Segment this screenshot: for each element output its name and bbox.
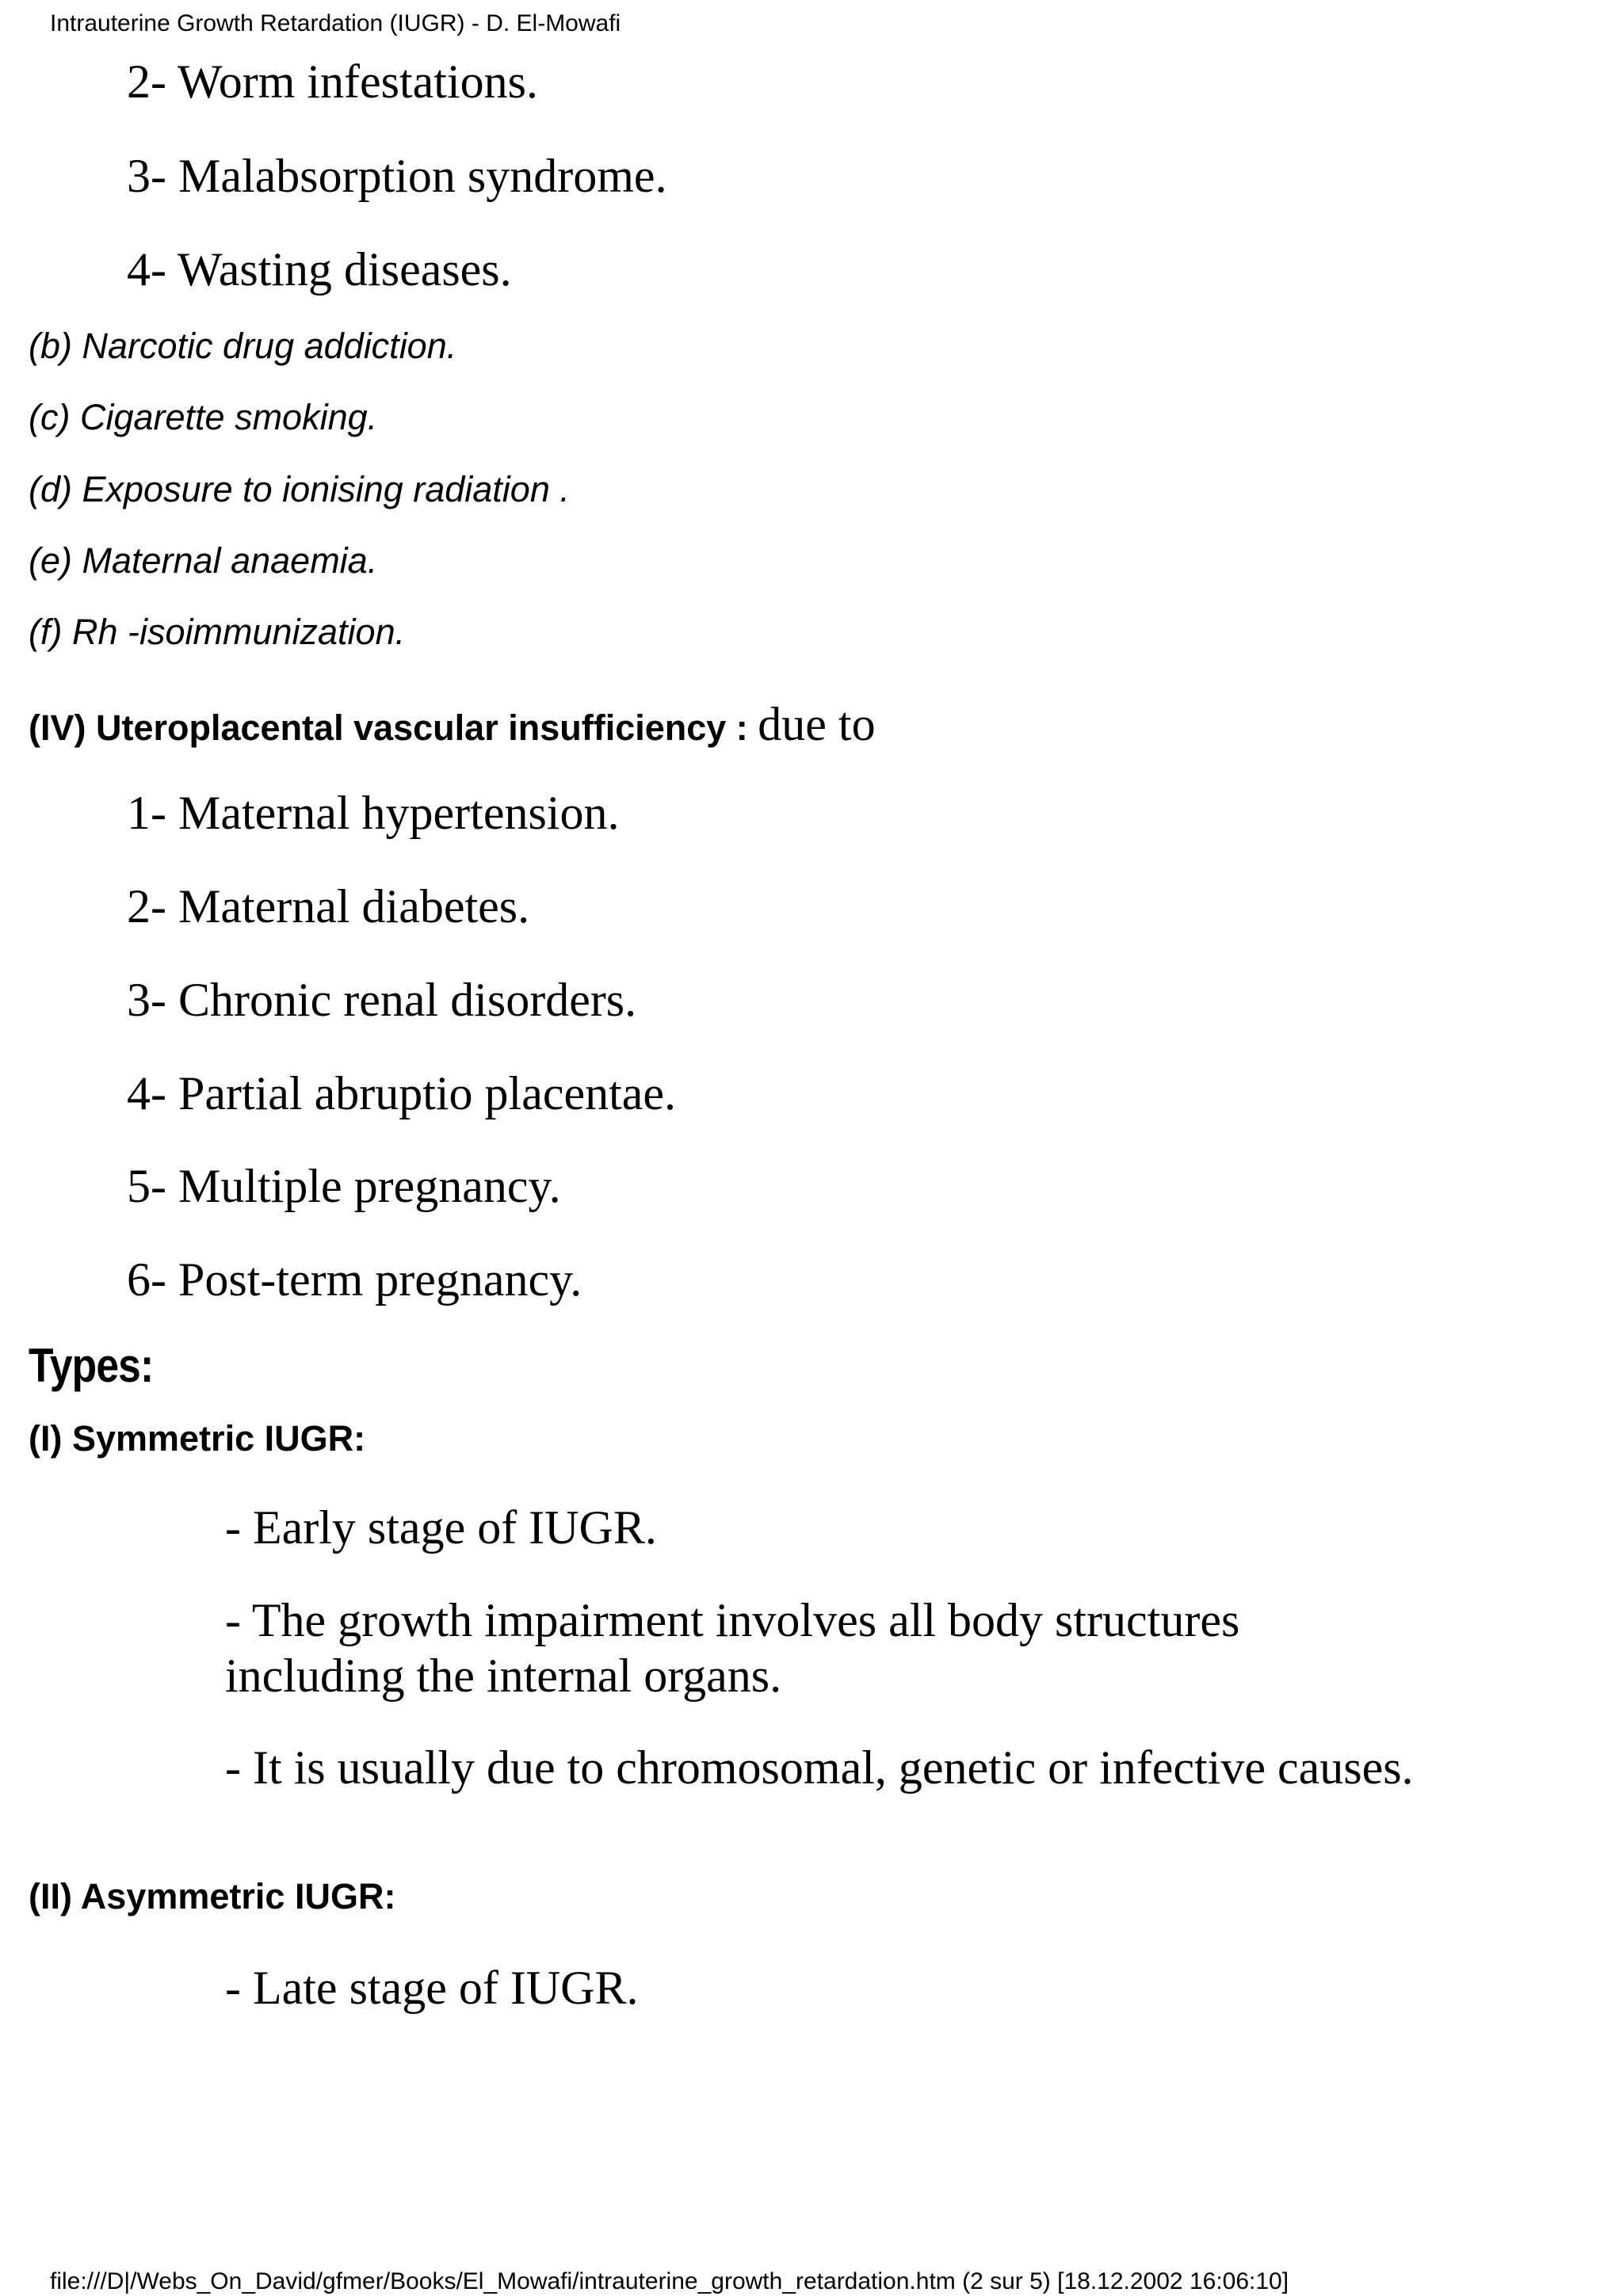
symmetric-point: - Early stage of IUGR.	[225, 1501, 657, 1554]
section-iv-title: (IV) Uteroplacental vascular insufficiency	[29, 707, 727, 748]
list-item: 4- Partial abruptio placentae.	[127, 1067, 677, 1119]
list-item: 5- Multiple pregnancy.	[127, 1160, 561, 1212]
list-item: 3- Malabsorption syndrome.	[127, 150, 667, 202]
page-header-title: Intrauterine Growth Retardation (IUGR) - D. El-Mowafi	[50, 10, 621, 36]
list-item: 3- Chronic renal disorders.	[127, 974, 637, 1026]
cause-item: (e) Maternal anaemia.	[29, 540, 378, 581]
symmetric-point: - The growth impairment involves all body structures including the internal organs.	[225, 1594, 1240, 1702]
list-item: 2- Worm infestations.	[127, 55, 538, 108]
page-footer-path: file:///D|/Webs_On_David/gfmer/Books/El_Mowafi/intrauterine_growth_retardation.htm (2 sur 5) [18.12.2002 16:06:10]	[50, 2268, 1289, 2294]
symmetric-heading: (I) Symmetric IUGR:	[29, 1418, 366, 1459]
cause-item: (f) Rh -isoimmunization.	[29, 612, 406, 652]
types-heading: Types:	[29, 1339, 154, 1392]
list-item: 2- Maternal diabetes.	[127, 880, 530, 933]
cause-item: (c) Cigarette smoking.	[29, 397, 378, 437]
list-item: 6- Post-term pregnancy.	[127, 1253, 582, 1306]
section-iv-suffix: due to	[758, 698, 876, 750]
symmetric-point: - It is usually due to chromosomal, genetic or infective causes.	[225, 1741, 1414, 1794]
cause-item: (b) Narcotic drug addiction.	[29, 326, 457, 366]
list-item: 4- Wasting diseases.	[127, 243, 512, 296]
asymmetric-heading: (II) Asymmetric IUGR:	[29, 1876, 396, 1917]
section-iv-colon: :	[726, 707, 758, 748]
cause-item: (d) Exposure to ionising radiation .	[29, 469, 570, 509]
asymmetric-point: - Late stage of IUGR.	[225, 1962, 639, 2014]
section-iv-heading	[29, 698, 876, 750]
list-item: 1- Maternal hypertension.	[127, 787, 620, 839]
